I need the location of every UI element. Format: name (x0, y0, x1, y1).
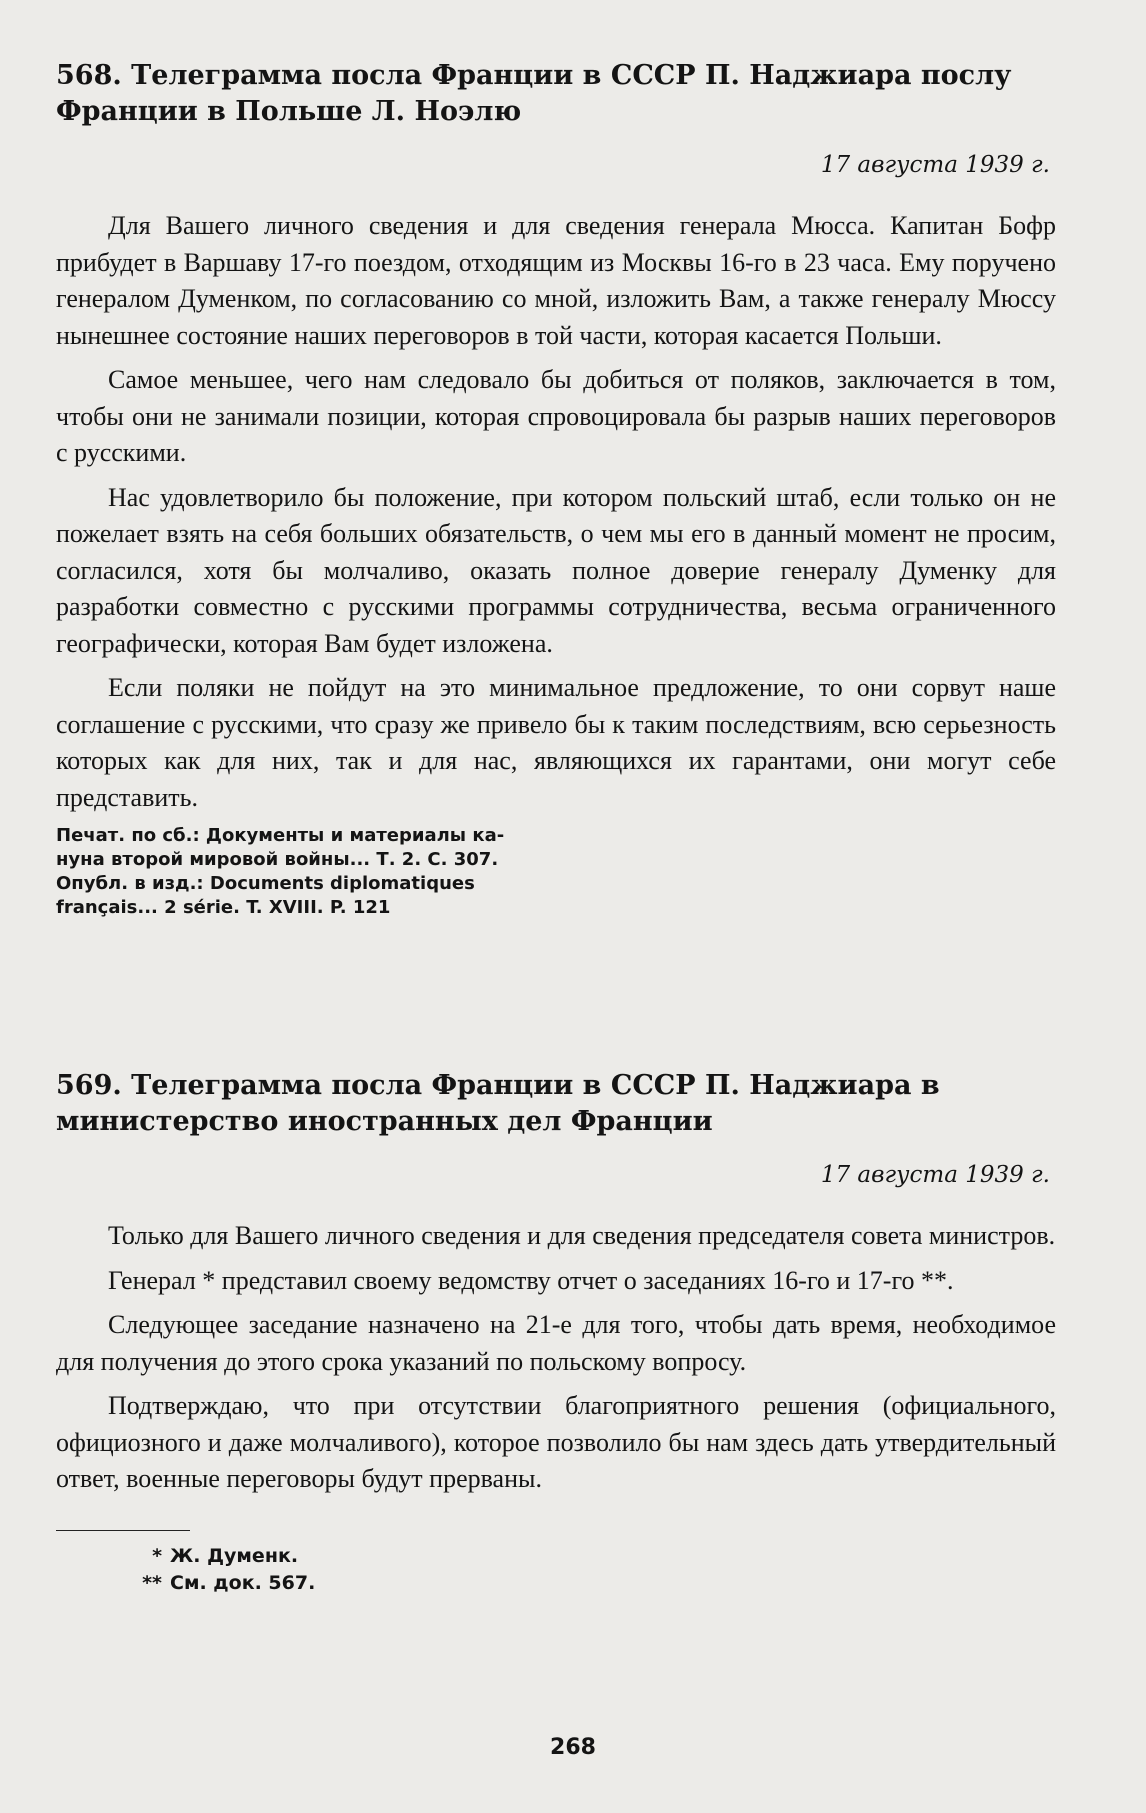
footnote-text: См. док. 567. (170, 1571, 316, 1594)
footnote (56, 1543, 1056, 1570)
footnote-text: Ж. Думенк. (170, 1544, 299, 1567)
document-date: 17 августа 1939 г. (820, 152, 1050, 178)
footnote-mark: * (152, 1544, 162, 1567)
document-date: 17 августа 1939 г. (820, 1162, 1050, 1188)
paragraph: Подтверждаю, что при отсутствии благоприятного решения (официального, официозного и даже молчаливого), которое позволило бы нам здесь дать утвердительный ответ, военные переговоры будут прерваны. (56, 1391, 1056, 1493)
document-number: 568. (56, 60, 122, 91)
paragraph: Если поляки не пойдут на это минимальное предложение, то они сорвут наше соглашение с русскими, что сразу же привело бы к таким последствиям, всю серьезность которых как для них, так и для нас, являющихся их гарантами, они могут себе представить. (56, 673, 1056, 812)
source-line: Печат. по сб.: Документы и материалы ка- (56, 825, 505, 846)
paragraph: Только для Вашего личного сведения и для сведения председателя совета министров. (108, 1221, 1056, 1250)
page-content (56, 58, 1056, 1597)
document-title (56, 58, 1056, 130)
document-568 (56, 58, 1056, 920)
paragraph: Генерал * представил своему ведомству отчет о заседаниях 16-го и 17-го **. (108, 1265, 954, 1295)
page-number: 268 (550, 1735, 596, 1760)
source-line: français... 2 série. T. XVIII. P. 121 (56, 897, 391, 918)
paragraph: Следующее заседание назначено на 21-е для того, чтобы дать время, необходимое для получения до этого срока указаний по польскому вопросу. (56, 1310, 1056, 1376)
paragraph: Для Вашего личного сведения и для сведения генерала Мюсса. Капитан Бофр прибудет в Варшаву 17-го поездом, отходящим из Москвы 16-го в 23 часа. Ему поручено генералом Думенком, по согласованию со мной, изложить Вам, а также генералу Мюссу нынешнее состояние наших переговоров в той части, которая касается Польши. (56, 211, 1056, 350)
footnote-divider (56, 1530, 190, 1531)
source-citation (56, 824, 536, 920)
document-title-text: Телеграмма посла Франции в СССР П. Наджиара в министерство иностранных дел Франции (56, 1070, 940, 1137)
document-569 (56, 1068, 1056, 1498)
paragraph: Нас удовлетворило бы положение, при котором польский штаб, если только он не пожелает взять на себя больших обязательств, о чем мы его в данный момент не просим, согласился, хотя бы молчаливо, оказать полное доверие генералу Думенку для разработки совместно с русскими программы сотрудничества, весьма ограниченного географически, которая Вам будет изложена. (56, 482, 1056, 658)
document-title (56, 1068, 1056, 1140)
document-number: 569. (56, 1070, 122, 1101)
footnote (56, 1570, 1056, 1597)
footnote-mark: ** (142, 1571, 162, 1594)
source-line: Опубл. в изд.: Documents diplomatiques (56, 873, 475, 894)
source-line: нуна второй мировой войны... Т. 2. С. 307. (56, 849, 499, 870)
paragraph: Самое меньшее, чего нам следовало бы добиться от поляков, заключается в том, чтобы они не занимали позиции, которая спровоцировала бы разрыв наших переговоров с русскими. (56, 365, 1056, 467)
document-title-text: Телеграмма посла Франции в СССР П. Наджиара послу Франции в Польше Л. Ноэлю (56, 60, 1012, 127)
